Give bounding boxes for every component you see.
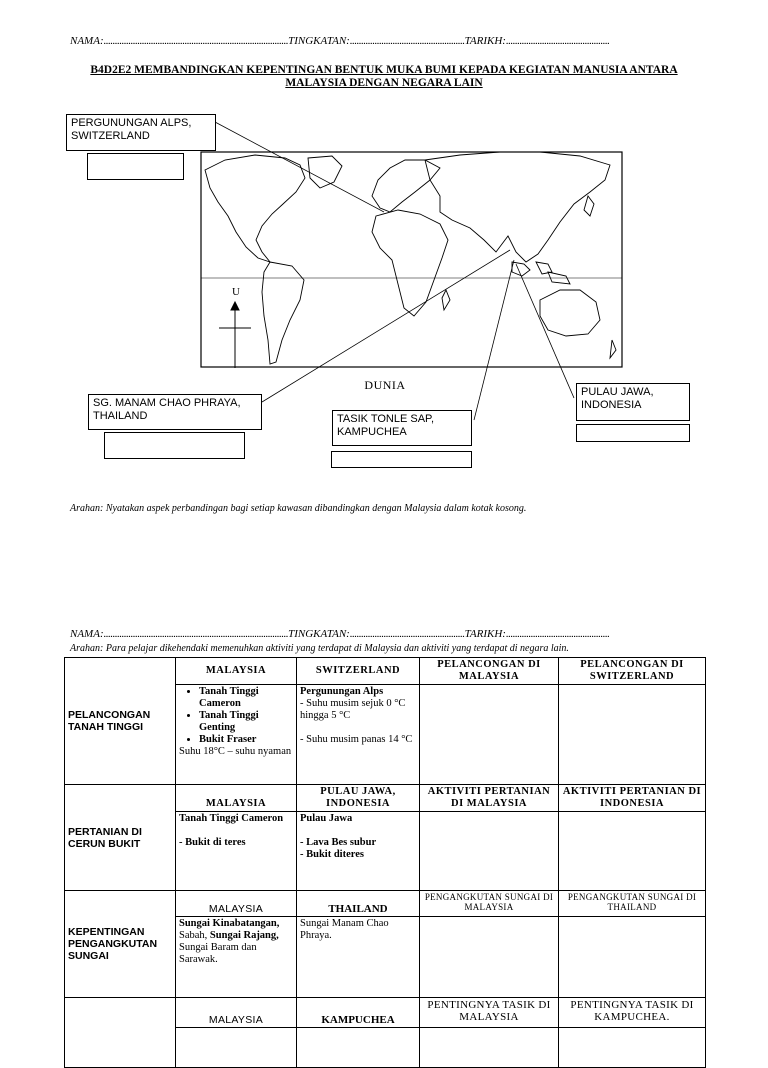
nama-field[interactable]: ..................................................................................: [103, 35, 289, 47]
col-head-thailand: THAILAND: [297, 891, 420, 917]
row-head-pertanian: PERTANIAN DI CERUN BUKIT: [65, 785, 176, 891]
tarikh-label: TARIKH:: [464, 35, 506, 47]
answer-cell-tasik-kh[interactable]: [559, 1028, 706, 1068]
nama-label: NAMA:: [70, 35, 104, 47]
col-head-kampuchea: KAMPUCHEA: [297, 998, 420, 1028]
instruction-2: Arahan: Para pelajar dikehendaki memenuhkan aktiviti yang terdapat di Malaysia dan aktiviti yang terdapat di negara lain.: [70, 643, 569, 654]
tarikh-field[interactable]: ..............................................: [505, 35, 610, 47]
comparison-table: [64, 657, 706, 1068]
col-head-switzerland: SWITZERLAND: [297, 658, 420, 685]
cell-switzerland-alps: [297, 685, 420, 785]
tingkatan-label-2: TINGKATAN:: [288, 628, 350, 640]
tarikh-label-2: TARIKH:: [464, 628, 506, 640]
answer-box-pulau-jawa[interactable]: [576, 424, 690, 442]
sungai-rajang: Sungai Rajang,: [209, 930, 279, 941]
answer-box-tonle-sap[interactable]: [331, 451, 472, 468]
label-pulau-jawa: PULAU JAWA, INDONESIA: [576, 383, 690, 421]
table-row: [65, 658, 706, 685]
north-arrow-icon: [219, 302, 251, 368]
col-head-malaysia: MALAYSIA: [176, 785, 297, 812]
cell-malaysia-sungai: [176, 917, 297, 998]
cell-malaysia-tasik: [176, 1028, 297, 1068]
answer-cell-pertanian-my[interactable]: [420, 812, 559, 891]
tingkatan-label: TINGKATAN:: [288, 35, 350, 47]
answer-box-chao-phraya[interactable]: [104, 432, 245, 459]
cell-malaysia-tanah-tinggi: [176, 685, 297, 785]
list-item: • Tanah Tinggi Genting: [199, 710, 293, 734]
col-head-pertanian-in: AKTIVITI PERTANIAN DI INDONESIA: [559, 785, 706, 812]
col-head-pertanian-my: AKTIVITI PERTANIAN DI MALAYSIA: [420, 785, 559, 812]
col-head-malaysia: MALAYSIA: [176, 658, 297, 685]
sungai-text-1: Sabah,: [179, 930, 210, 941]
answer-cell-pengangkutan-my[interactable]: [420, 917, 559, 998]
jawa-line-2: - Bukit diteres: [300, 849, 364, 860]
col-head-malaysia: MALAYSIA: [176, 891, 297, 917]
nama-label-2: NAMA:: [70, 628, 104, 640]
table-row: [65, 785, 706, 812]
north-label: U: [232, 286, 240, 298]
title-line-1: B4D2E2 MEMBANDINGKAN KEPENTINGAN BENTUK MUKA BUMI KEPADA KEGIATAN MANUSIA ANTARA: [90, 64, 678, 76]
alps-title: Pergunungan Alps: [300, 686, 384, 697]
col-head-pengangkutan-th: PENGANGKUTAN SUNGAI DI THAILAND: [559, 891, 706, 917]
list-item: • Bukit Fraser: [199, 734, 293, 746]
col-head-malaysia: MALAYSIA: [176, 998, 297, 1028]
map-frame: [201, 152, 622, 367]
continents: [205, 152, 616, 364]
tarikh-field-2[interactable]: ..............................................: [505, 628, 610, 640]
table-row: [65, 998, 706, 1028]
row-head-pelancongan: PELANCONGAN TANAH TINGGI: [65, 658, 176, 785]
answer-cell-tasik-my[interactable]: [420, 1028, 559, 1068]
col-head-tasik-my: PENTINGNYA TASIK DI MALAYSIA: [420, 998, 559, 1028]
sungai-kinabatangan: Sungai Kinabatangan,: [179, 918, 280, 929]
nama-field-2[interactable]: ..................................................................................: [103, 628, 289, 640]
instruction-1: Arahan: Nyatakan aspek perbandingan bagi setiap kawasan dibandingkan dengan Malaysia dalam kotak kosong.: [70, 503, 527, 514]
answer-cell-pengangkutan-th[interactable]: [559, 917, 706, 998]
label-tonle-sap: TASIK TONLE SAP, KAMPUCHEA: [332, 410, 472, 446]
cameron-line: - Bukit di teres: [179, 837, 246, 848]
col-head-pengangkutan-my: PENGANGKUTAN SUNGAI DI MALAYSIA: [420, 891, 559, 917]
tingkatan-field-2[interactable]: ...................................................: [349, 628, 465, 640]
table-row: [65, 891, 706, 917]
alps-summer: - Suhu musim panas 14 °C: [300, 734, 413, 745]
cell-malaysia-cameron: [176, 812, 297, 891]
suhu-text: Suhu 18°C – suhu nyaman: [179, 746, 292, 757]
alps-winter: - Suhu musim sejuk 0 °C hingga 5 °C: [300, 698, 406, 721]
list-item: • Tanah Tinggi Cameron: [199, 686, 293, 710]
jawa-line-1: - Lava Bes subur: [300, 837, 377, 848]
col-head-tasik-kh: PENTINGNYA TASIK DI KAMPUCHEA.: [559, 998, 706, 1028]
row-head-pengangkutan: KEPENTINGAN PENGANGKUTAN SUNGAI: [65, 891, 176, 998]
jawa-title: Pulau Jawa: [300, 813, 353, 824]
header-line-2: [70, 628, 609, 640]
label-alps: PERGUNUNGAN ALPS, SWITZERLAND: [66, 114, 216, 151]
answer-cell-pertanian-in[interactable]: [559, 812, 706, 891]
answer-box-alps[interactable]: [87, 153, 184, 180]
answer-cell-pelancongan-my[interactable]: [420, 685, 559, 785]
cell-kampuchea-tasik: [297, 1028, 420, 1068]
row-head-tasik: [65, 998, 176, 1068]
col-head-pelancongan-sw: PELANCONGAN DI SWITZERLAND: [559, 658, 706, 685]
cell-thailand-sungai: Sungai Manam Chao Phraya.: [297, 917, 420, 998]
map-caption: DUNIA: [364, 378, 406, 392]
sungai-text-2: Sungai Baram dan Sarawak.: [179, 942, 257, 965]
answer-cell-pelancongan-sw[interactable]: [559, 685, 706, 785]
cameron-title: Tanah Tinggi Cameron: [179, 813, 284, 824]
cell-pulau-jawa: [297, 812, 420, 891]
col-head-pelancongan-my: PELANCONGAN DI MALAYSIA: [420, 658, 559, 685]
label-chao-phraya: SG. MANAM CHAO PHRAYA, THAILAND: [88, 394, 262, 430]
title-line-2: MALAYSIA DENGAN NEGARA LAIN: [285, 77, 483, 89]
tingkatan-field[interactable]: ...................................................: [349, 35, 465, 47]
col-head-pulau-jawa: PULAU JAWA, INDONESIA: [297, 785, 420, 812]
